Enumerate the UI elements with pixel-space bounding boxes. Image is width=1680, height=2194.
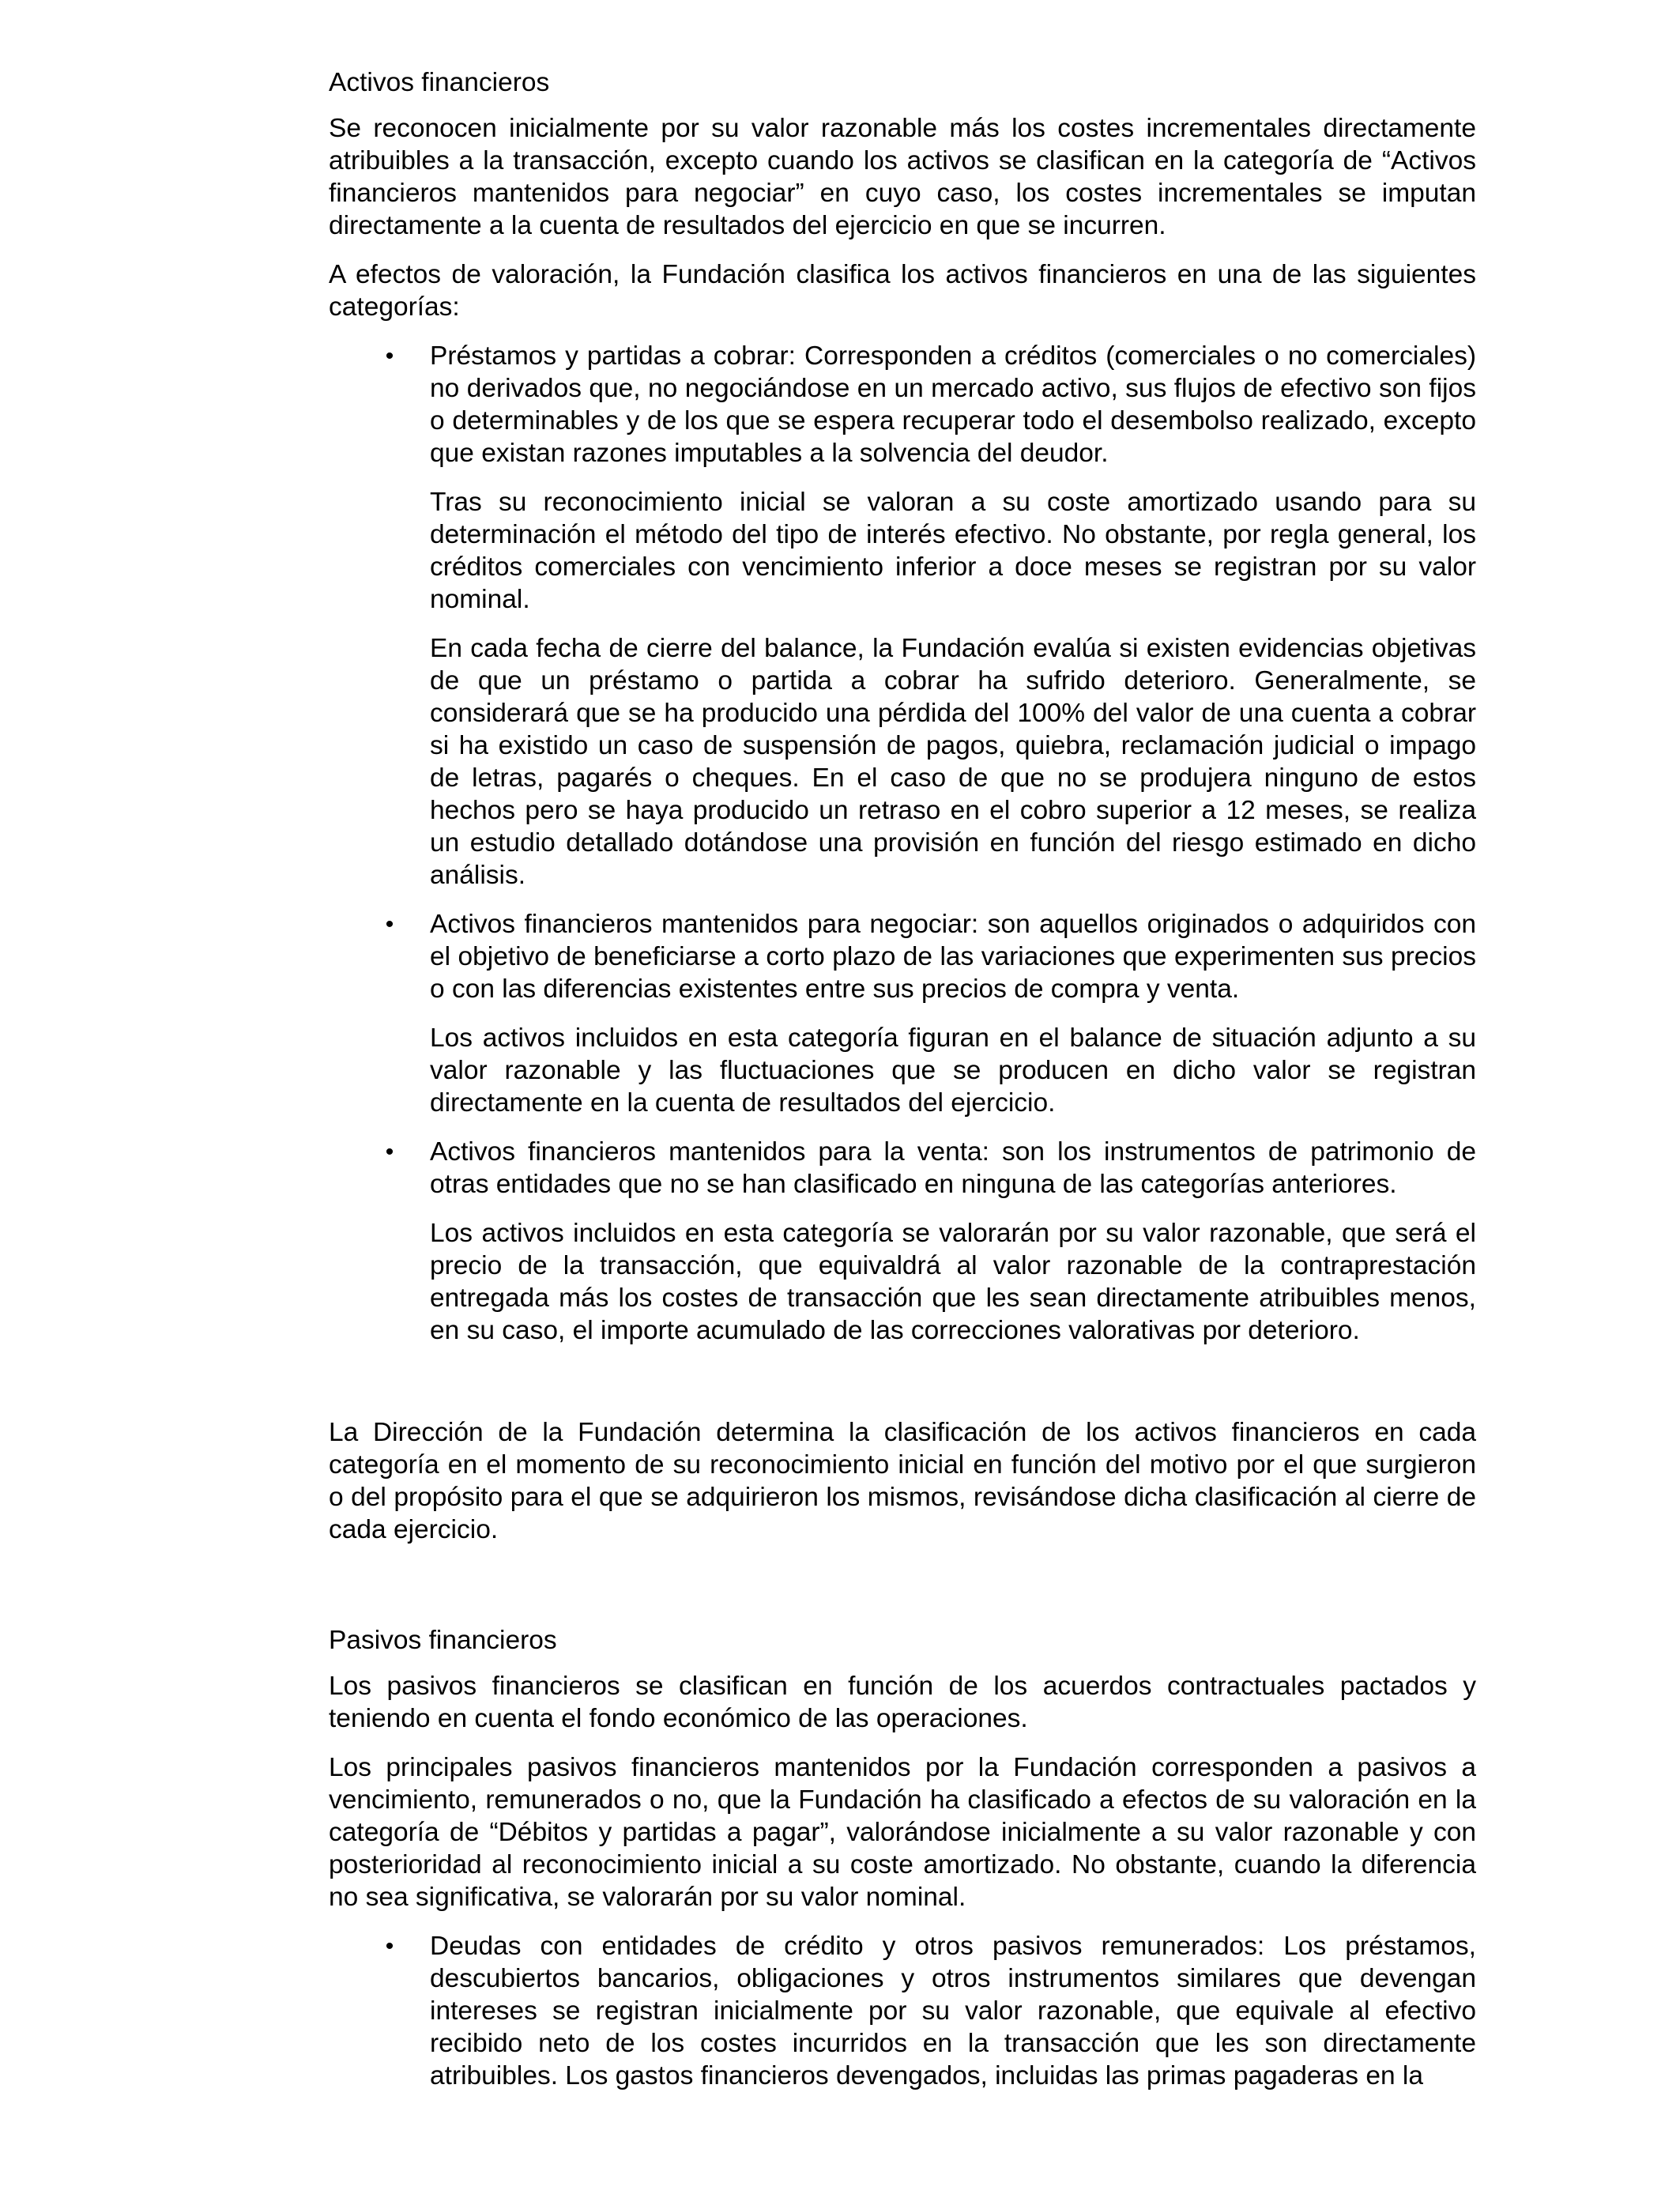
- bullet-subparagraph: Los activos incluidos en esta categoría figuran en el balance de situación adjunto a su valor razonable y las fluctuaciones que se producen en dicho valor se registran directamente en la cuenta de resultados del ejercicio.: [430, 1023, 1476, 1118]
- section-heading-pasivos: Pasivos financieros: [329, 1626, 557, 1655]
- bullet-icon: •: [385, 911, 394, 937]
- bullet-text: Activos financieros mantenidos para negociar: son aquellos originados o adquiridos con el objetivo de beneficiarse a corto plazo de las variaciones que experimenten sus precios o con las diferencias existentes entre sus precios de compra y venta.: [430, 910, 1476, 1004]
- list-item: [329, 908, 1476, 1119]
- bullet-subparagraph: En cada fecha de cierre del balance, la Fundación evalúa si existen evidencias objetivas de que un préstamo o partida a cobrar ha sufrido deterioro. Generalmente, se considerará que se ha producido una pérdida del 100% del valor de una cuenta a cobrar si ha existido un caso de suspensión de pagos, quiebra, reclamación judicial o impago de letras, pagarés o cheques. En el caso de que no se produjera ninguno de estos hechos pero se haya producido un retraso en el cobro superior a 12 meses, se realiza un estudio detallado dotándose una provisión en función del riesgo estimado en dicho análisis.: [430, 634, 1476, 890]
- bullet-subparagraph: Tras su reconocimiento inicial se valoran a su coste amortizado usando para su determinación el método del tipo de interés efectivo. No obstante, por regla general, los créditos comerciales con vencimiento inferior a doce meses se registran por su valor nominal.: [430, 488, 1476, 614]
- bullet-text: Deudas con entidades de crédito y otros pasivos remunerados: Los préstamos, descubiertos bancarios, obligaciones y otros instrumentos similares que devengan intereses se registran inicialmente por su valor razonable, que equivale al efectivo recibido neto de los costes incurridos en la transacción que les son directamente atribuibles. Los gastos financieros devengados, incluidas las primas pagaderas en la: [430, 1932, 1476, 2090]
- paragraph: A efectos de valoración, la Fundación clasifica los activos financieros en una de las siguientes categorías:: [329, 260, 1476, 322]
- bullet-text: Activos financieros mantenidos para la venta: son los instrumentos de patrimonio de otras entidades que no se han clasificado en ninguna de las categorías anteriores.: [430, 1137, 1476, 1199]
- bullet-list-activos: [329, 340, 1476, 1347]
- list-item: [329, 1930, 1476, 2092]
- paragraph: Los principales pasivos financieros mantenidos por la Fundación corresponden a pasivos a vencimiento, remunerados o no, que la Fundación ha clasificado a efectos de su valoración en la categoría de “Débitos y partidas a pagar”, valorándose inicialmente a su valor razonable y con posterioridad al reconocimiento inicial a su coste amortizado. No obstante, cuando la diferencia no sea significativa, se valorarán por su valor nominal.: [329, 1753, 1476, 1912]
- spacer: [329, 1363, 1476, 1416]
- bullet-icon: •: [385, 343, 394, 369]
- list-item: [329, 1136, 1476, 1347]
- spacer: [329, 1563, 1476, 1624]
- document-page: [329, 66, 1476, 2109]
- bullet-subparagraph: Los activos incluidos en esta categoría se valorarán por su valor razonable, que será el precio de la transacción, que equivaldrá al valor razonable de la contraprestación entregada más los costes de transacción que les sean directamente atribuibles menos, en su caso, el importe acumulado de las correcciones valorativas por deterioro.: [430, 1219, 1476, 1345]
- bullet-list-pasivos: [329, 1930, 1476, 2092]
- list-item: [329, 340, 1476, 892]
- paragraph: Se reconocen inicialmente por su valor razonable más los costes incrementales directamente atribuibles a la transacción, excepto cuando los activos se clasifican en la categoría de “Activos financieros mantenidos para negociar” en cuyo caso, los costes incrementales se imputan directamente a la cuenta de resultados del ejercicio en que se incurren.: [329, 114, 1476, 240]
- paragraph: Los pasivos financieros se clasifican en función de los acuerdos contractuales pactados y teniendo en cuenta el fondo económico de las operaciones.: [329, 1672, 1476, 1733]
- bullet-text: Préstamos y partidas a cobrar: Corresponden a créditos (comerciales o no comerciales) no derivados que, no negociándose en un mercado activo, sus flujos de efectivo son fijos o determinables y de los que se espera recuperar todo el desembolso realizado, excepto que existan razones imputables a la solvencia del deudor.: [430, 341, 1476, 468]
- section-heading-activos: Activos financieros: [329, 68, 550, 97]
- bullet-icon: •: [385, 1933, 394, 1959]
- bullet-icon: •: [385, 1139, 394, 1165]
- closing-paragraph: La Dirección de la Fundación determina la clasificación de los activos financieros en cada categoría en el momento de su reconocimiento inicial en función del motivo por el que surgieron o del propósito para el que se adquirieron los mismos, revisándose dicha clasificación al cierre de cada ejercicio.: [329, 1418, 1476, 1544]
